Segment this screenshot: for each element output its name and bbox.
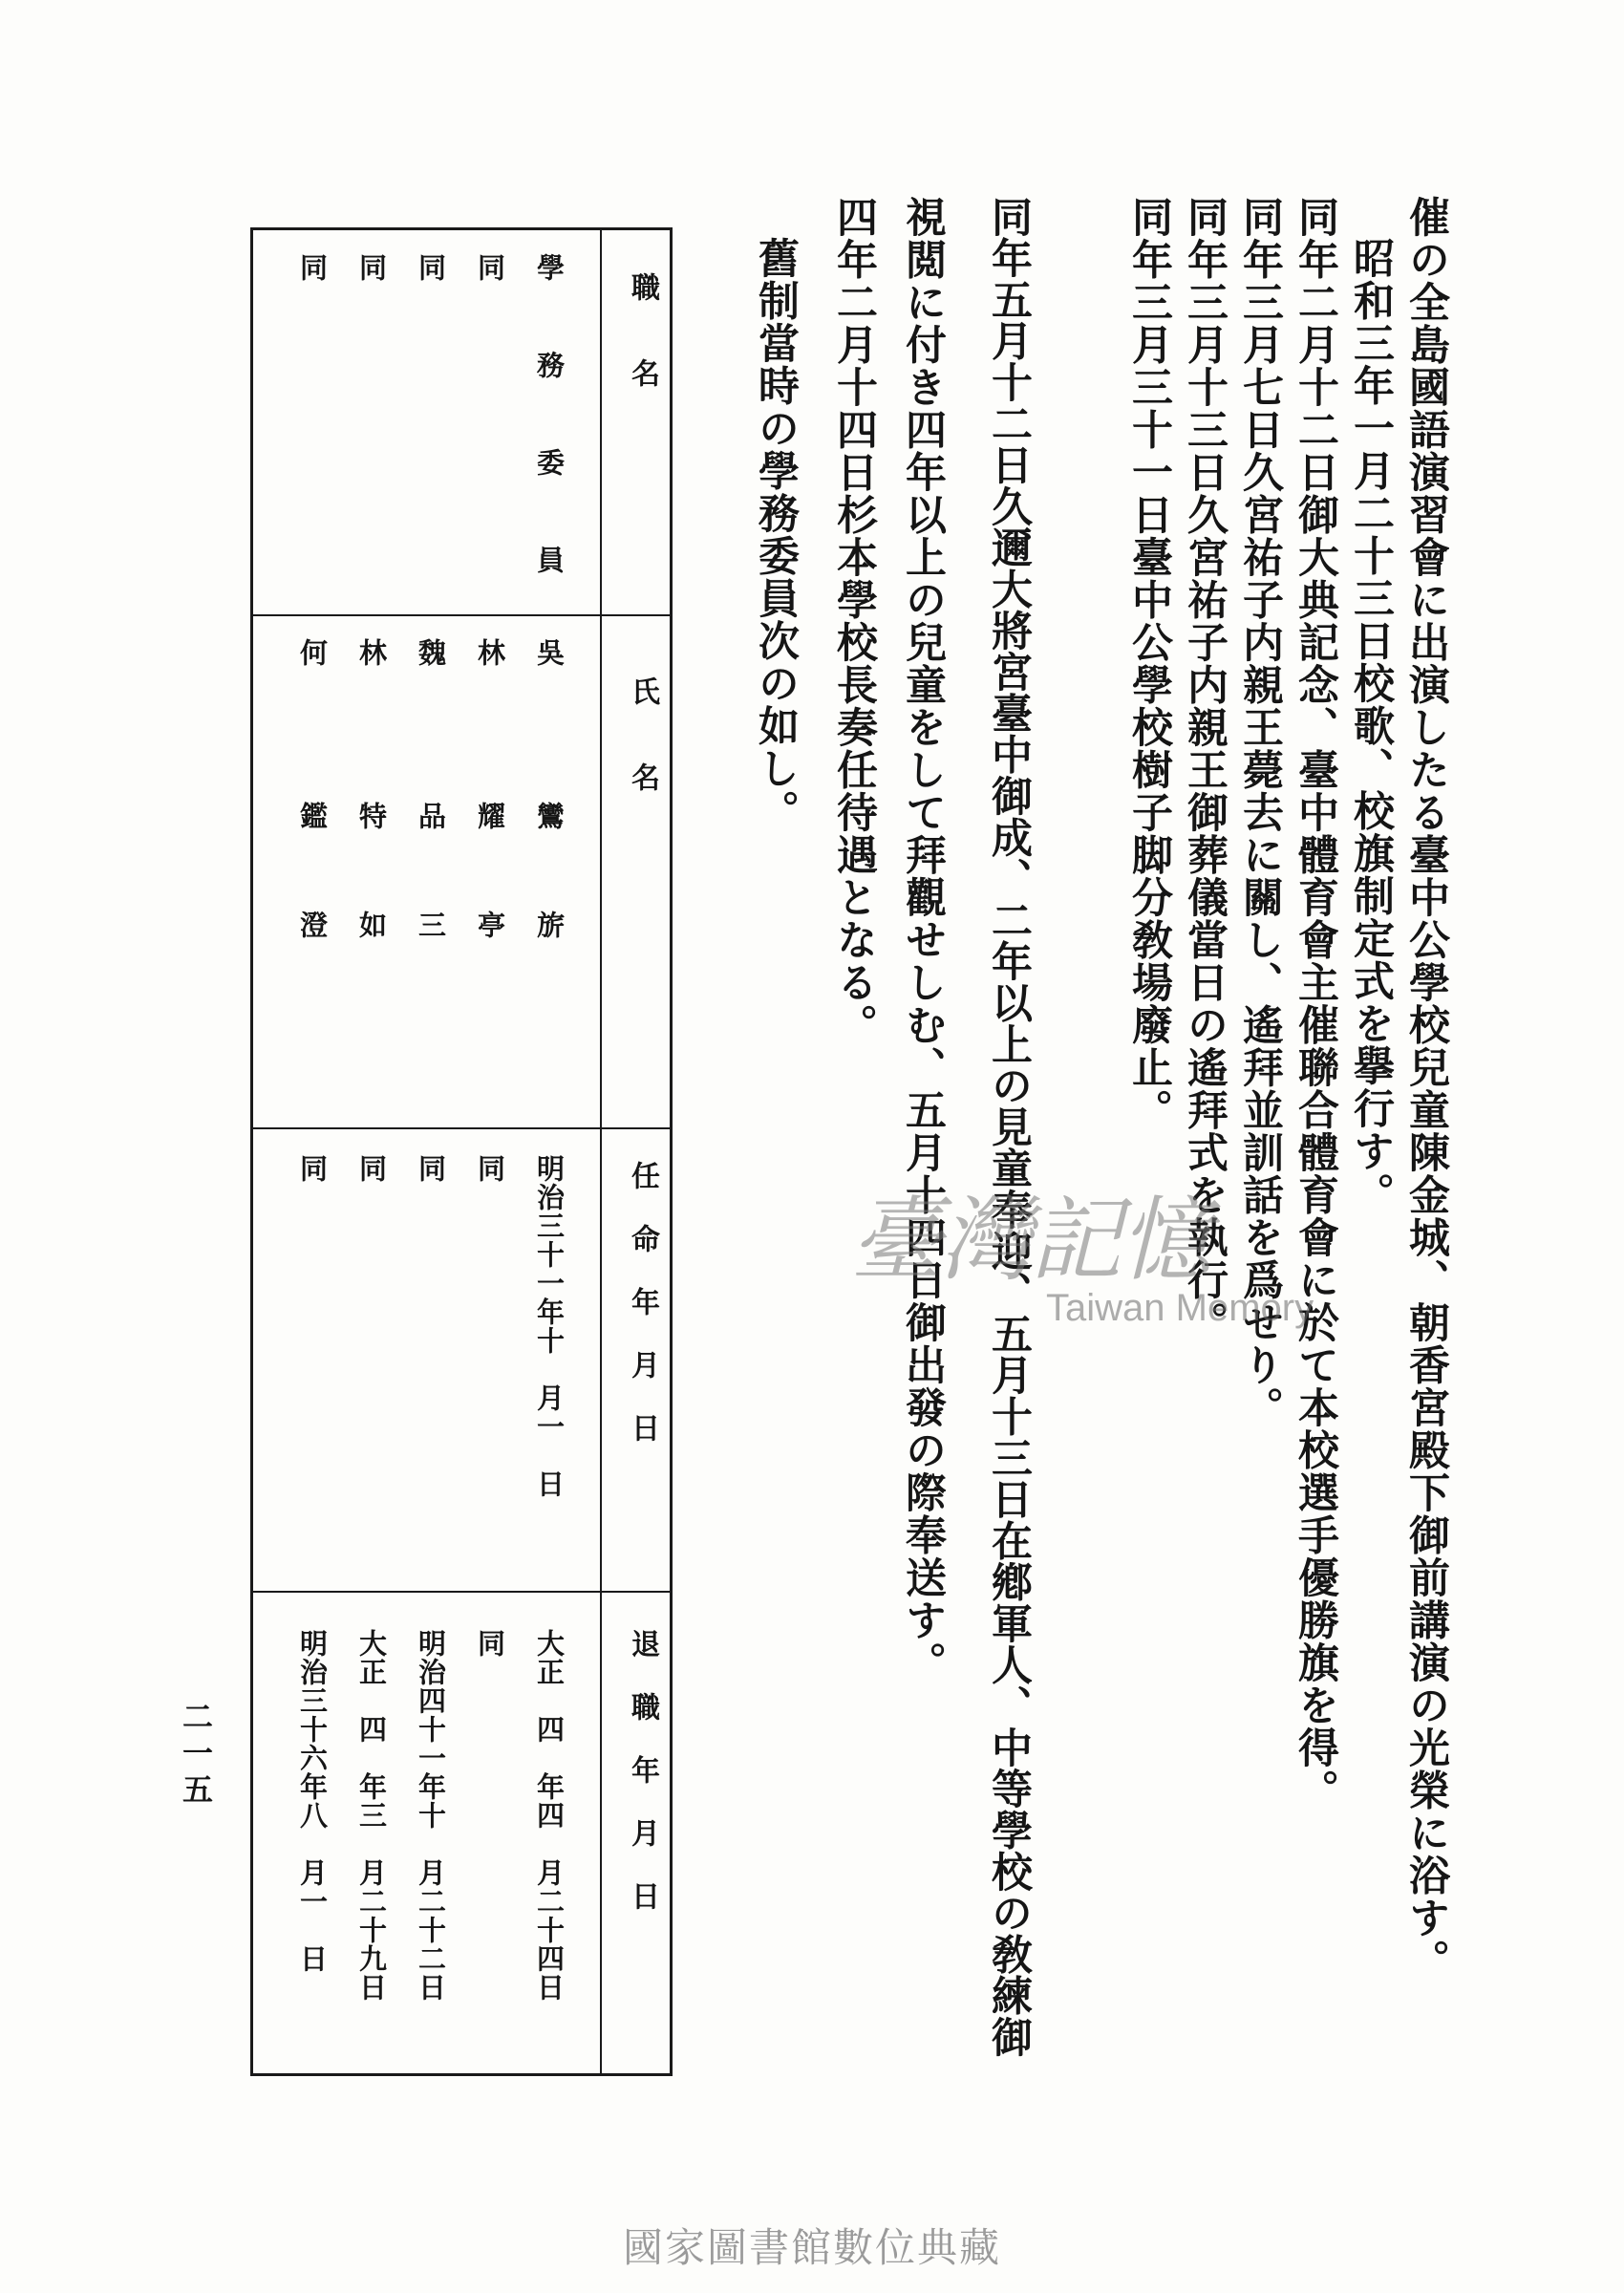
body-line-2: 昭和三年一月二十三日校歌、校旗制定式を擧行す。 bbox=[1347, 237, 1395, 1215]
header-name: 氏 名 bbox=[626, 676, 659, 791]
row5-name: 何 鑑 澄 bbox=[296, 638, 329, 965]
body-line-1: 催の全島國語演習會に出演したる臺中公學校兒童陳金城、朝香宮殿下御前講演の光榮に浴す。 bbox=[1402, 196, 1450, 1982]
body-line-6: 同年三月三十一日臺中公學校樹子脚分敎場廢止。 bbox=[1125, 196, 1173, 1131]
row1-appointed: 明治三十一年十 月一 日 bbox=[533, 1154, 566, 1498]
row4-appointed: 同 bbox=[355, 1154, 388, 1182]
body-line-10: 舊制當時の學務委員次の如し。 bbox=[752, 237, 800, 832]
row2-position: 同 bbox=[474, 253, 506, 281]
row4-position: 同 bbox=[355, 253, 388, 281]
row1-retired: 大正 四 年四 月二十四日 bbox=[533, 1629, 566, 2002]
row4-name: 林 特 如 bbox=[355, 638, 388, 965]
row3-position: 同 bbox=[415, 253, 447, 281]
row1-name: 吳 鸞 旂 bbox=[533, 638, 566, 965]
header-appointed: 任命年月日 bbox=[626, 1161, 659, 1476]
header-retired: 退職年月日 bbox=[626, 1629, 659, 1944]
row5-position: 同 bbox=[296, 253, 329, 281]
row5-retired: 明治三十六年八 月一 日 bbox=[296, 1629, 329, 1973]
row2-name: 林 耀 亭 bbox=[474, 638, 506, 965]
watermark-characters: 臺灣記憶 bbox=[850, 1187, 1209, 1294]
watermark-subtitle: Taiwan Memory bbox=[1046, 1287, 1314, 1329]
page-number: 二一五 bbox=[178, 1701, 214, 1810]
body-line-8: 視閲に付き四年以上の兒童をして拜觀せしむ、五月十四日御出發の際奉送す。 bbox=[899, 196, 947, 1684]
row3-appointed: 同 bbox=[415, 1154, 447, 1182]
taiwan-memory-watermark bbox=[850, 1168, 1347, 1368]
library-footer: 國家圖書館數位典藏 bbox=[622, 2224, 1001, 2271]
body-line-5: 同年三月十三日久宮祐子内親王御葬儀當日の遙拜式を執行。 bbox=[1181, 196, 1229, 1344]
row1-position: 學 務 委 員 bbox=[533, 253, 566, 594]
row2-retired: 同 bbox=[474, 1629, 506, 1657]
body-line-9: 四年二月十四日杉本學校長奏任待遇となる。 bbox=[830, 196, 878, 1046]
row5-appointed: 同 bbox=[296, 1154, 329, 1182]
body-line-4: 同年三月七日久宮祐子内親王薨去に關し、遙拜並訓話を爲せり。 bbox=[1236, 196, 1284, 1429]
row4-retired: 大正 四 年三 月二十九日 bbox=[355, 1629, 388, 2002]
header-position: 職 名 bbox=[626, 272, 659, 387]
body-line-7: 同年五月十二日久邇大將宮臺中御成、二年以上の見童奉迎、五月十三日在鄕軍人、中等學校の敎練御 bbox=[985, 196, 1033, 2058]
row3-name: 魏 品 三 bbox=[415, 638, 447, 965]
body-line-3: 同年二月十二日御大典記念、臺中體育會主催聯合體育會に於て本校選手優勝旗を得。 bbox=[1292, 196, 1339, 1811]
row2-appointed: 同 bbox=[474, 1154, 506, 1182]
row3-retired: 明治四十一年十 月二十二日 bbox=[415, 1629, 447, 2002]
